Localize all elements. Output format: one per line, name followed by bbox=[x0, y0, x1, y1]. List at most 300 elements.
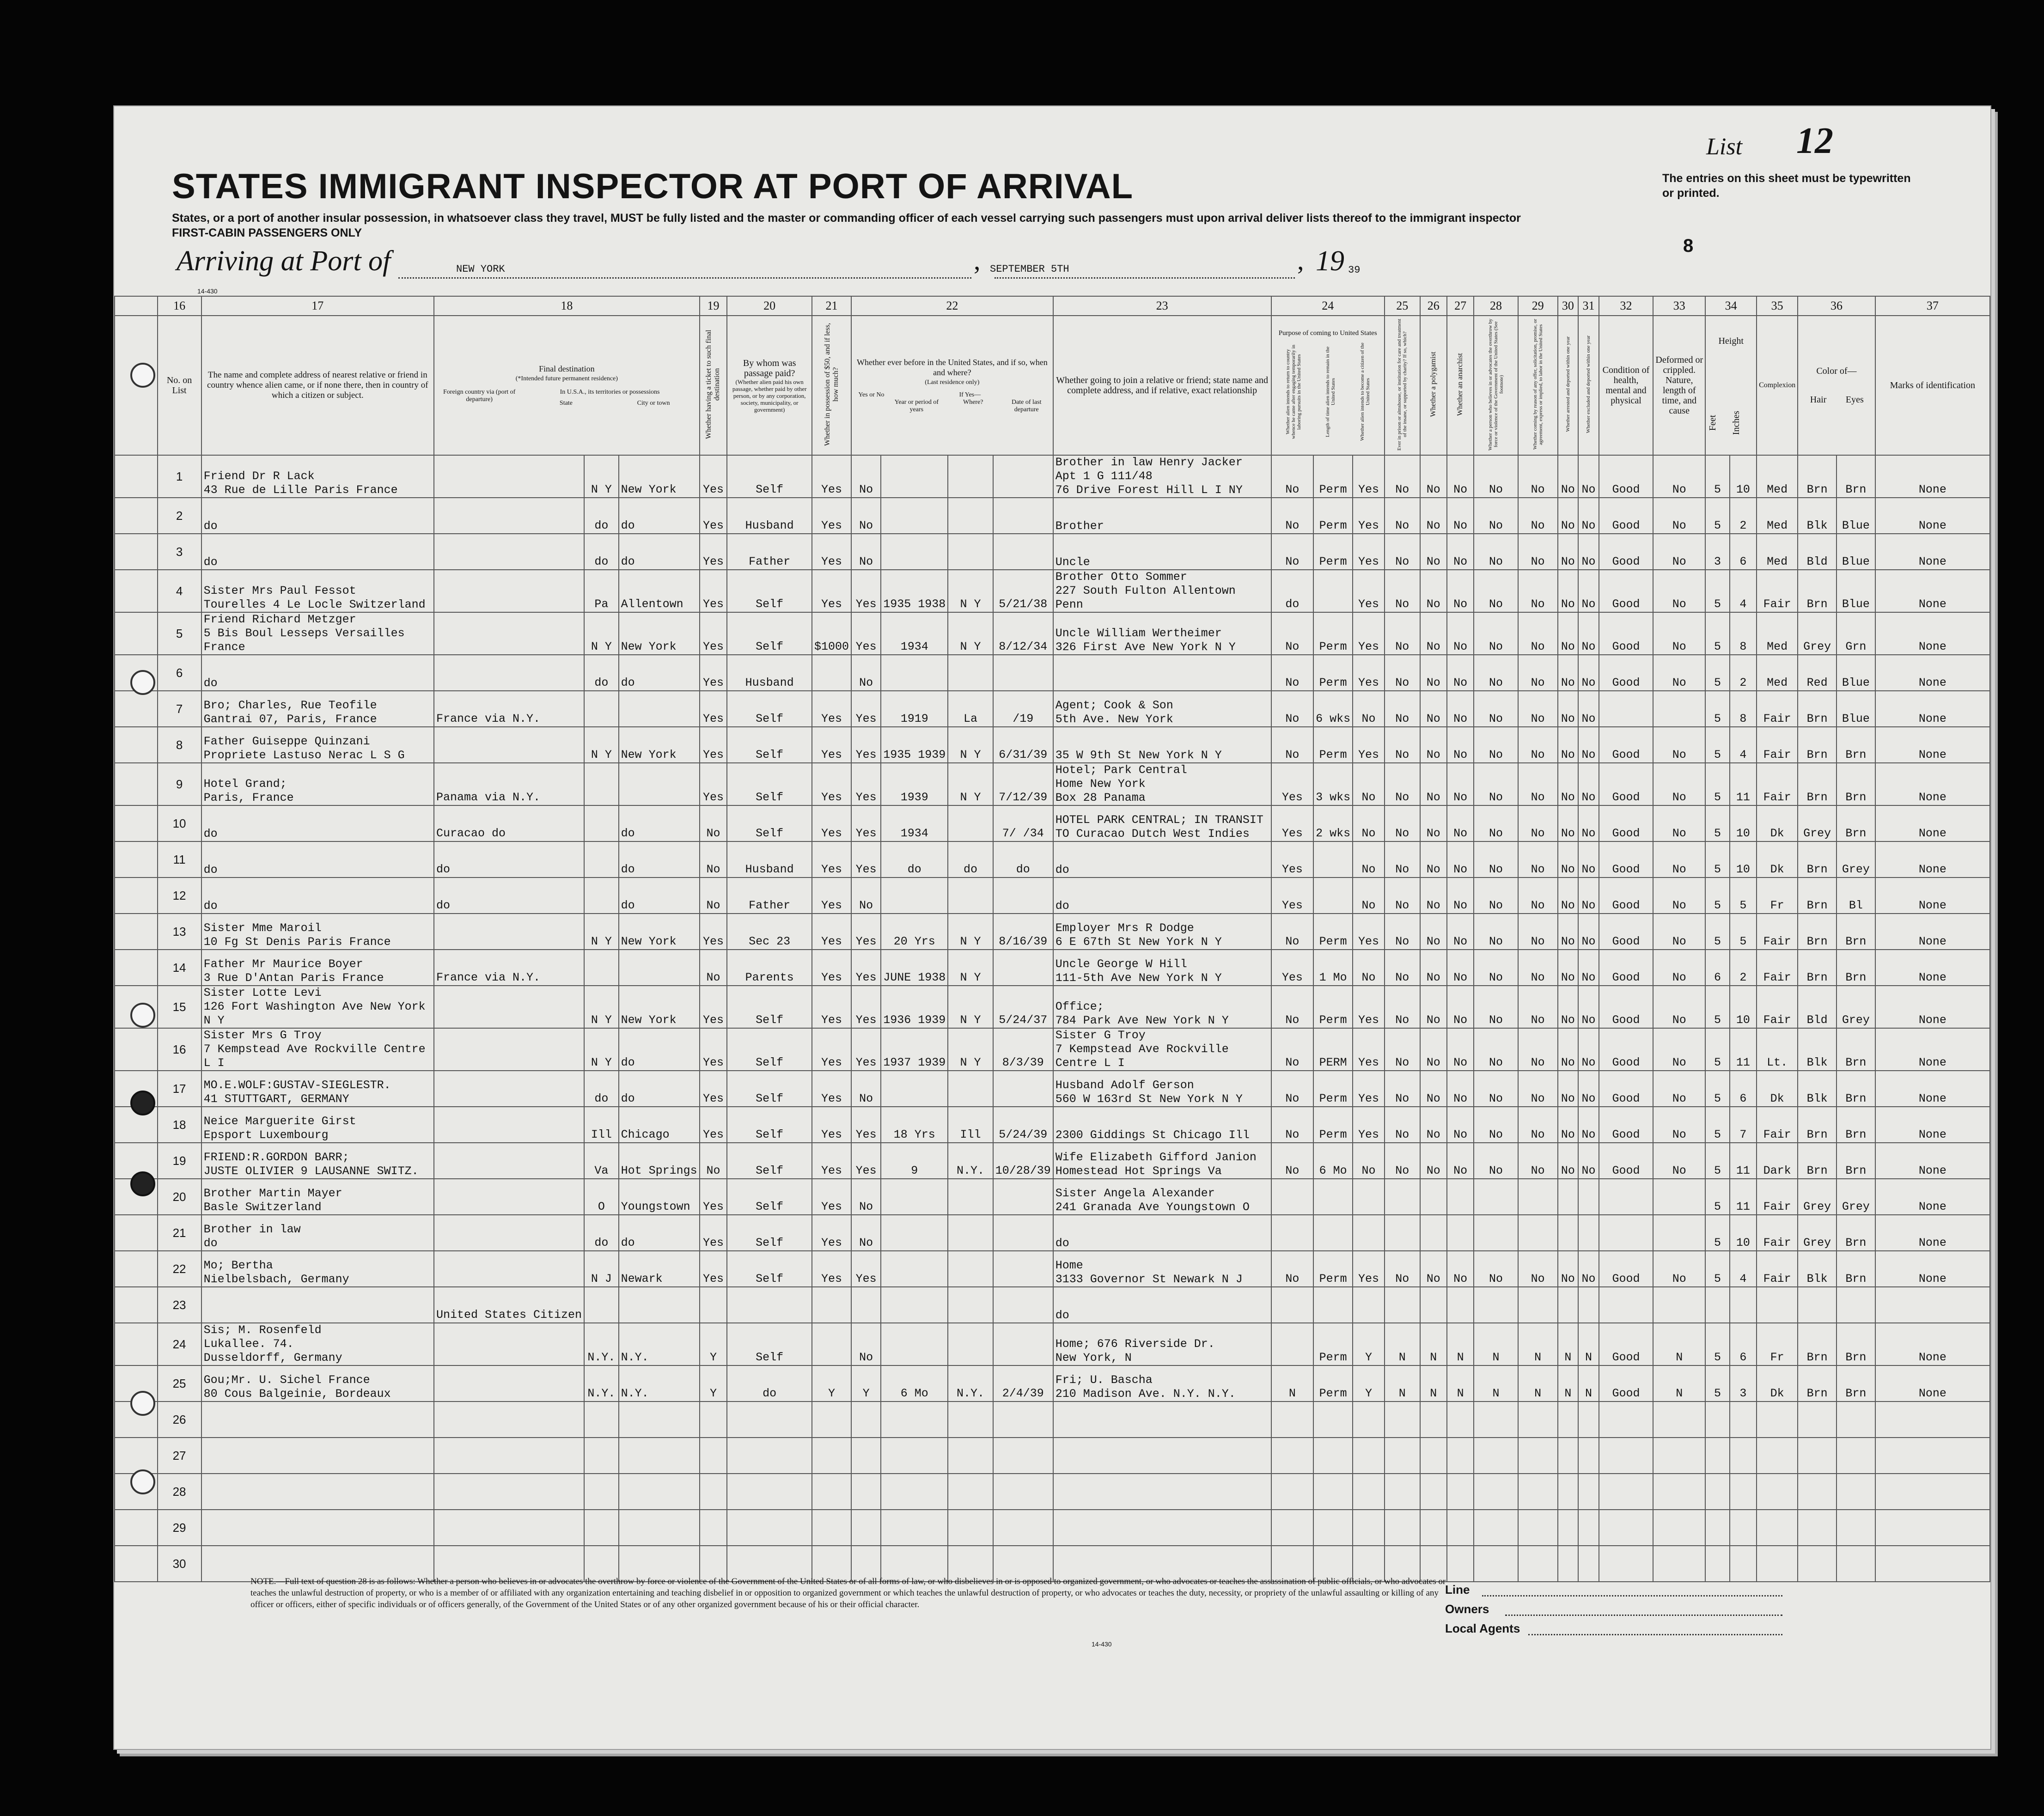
state-cell bbox=[584, 805, 619, 841]
header-anarchist: Whether an anarchist bbox=[1447, 316, 1474, 455]
inches-cell: 2 bbox=[1730, 950, 1757, 986]
excluded-cell: No bbox=[1578, 691, 1599, 727]
foreign-country-cell bbox=[434, 498, 584, 534]
health-cell: Good bbox=[1599, 498, 1654, 534]
row-number: 16 bbox=[158, 1028, 201, 1071]
margin-cell bbox=[115, 914, 158, 950]
purpose-length-cell: Perm bbox=[1313, 612, 1353, 655]
prison-cell: No bbox=[1385, 727, 1420, 763]
hair-cell: Bld bbox=[1798, 534, 1837, 570]
table-row bbox=[115, 950, 1990, 986]
colnum: 26 bbox=[1420, 296, 1447, 316]
anarchist-cell bbox=[1447, 1510, 1474, 1546]
anarchist-cell: No bbox=[1447, 763, 1474, 805]
polygamist-cell: No bbox=[1420, 914, 1447, 950]
header-complexion: Complexion bbox=[1757, 316, 1798, 455]
prison-cell: No bbox=[1385, 1071, 1420, 1107]
purpose-citizen-cell: No bbox=[1353, 1143, 1385, 1179]
row-number: 11 bbox=[158, 841, 201, 878]
colnum: 32 bbox=[1599, 296, 1654, 316]
joining-cell: Uncle William Wertheimer 326 First Ave New York N Y bbox=[1053, 612, 1271, 655]
margin-cell bbox=[115, 1251, 158, 1287]
money-cell: Yes bbox=[812, 1215, 851, 1251]
purpose-citizen-cell: No bbox=[1353, 878, 1385, 914]
table-row bbox=[115, 1215, 1990, 1251]
relative-address-cell: do bbox=[201, 878, 434, 914]
before-in-us-cell: Yes bbox=[851, 950, 881, 986]
purpose-return-cell: No bbox=[1271, 914, 1314, 950]
before-in-us-cell: No bbox=[851, 655, 881, 691]
header-overthrow: Whether a person who believes in or advocates the overthrow by force or violence of the Government of the United States (See footnote) bbox=[1474, 316, 1518, 455]
purpose-citizen-cell bbox=[1353, 1287, 1385, 1323]
year-period-cell: 1919 bbox=[881, 691, 948, 727]
year-period-cell bbox=[881, 498, 948, 534]
hair-cell: Grey bbox=[1798, 612, 1837, 655]
eyes-cell: Bl bbox=[1837, 878, 1875, 914]
state-cell: N Y bbox=[584, 1028, 619, 1071]
arrested-cell bbox=[1558, 1474, 1579, 1510]
overthrow-cell: No bbox=[1474, 950, 1518, 986]
polygamist-cell bbox=[1420, 1438, 1447, 1474]
foreign-country-cell bbox=[434, 1107, 584, 1143]
health-cell bbox=[1599, 1215, 1654, 1251]
polygamist-cell: No bbox=[1420, 727, 1447, 763]
eyes-cell bbox=[1837, 1402, 1875, 1438]
purpose-citizen-cell: Yes bbox=[1353, 914, 1385, 950]
arrested-cell bbox=[1558, 1402, 1579, 1438]
relative-address-cell: Sister Mrs Paul Fessot Tourelles 4 Le Locle Switzerland bbox=[201, 570, 434, 612]
before-in-us-cell: Yes bbox=[851, 691, 881, 727]
instructions-line: States, or a port of another insular possession, in whatsoever class they travel, MUST be fully listed and the master or commanding officer of each vessel carrying such passengers must upon arrival deliver lists thereof to the immigrant inspector bbox=[172, 212, 1521, 225]
before-in-us-cell: Yes bbox=[851, 1251, 881, 1287]
prison-cell: No bbox=[1385, 986, 1420, 1028]
purpose-citizen-cell bbox=[1353, 1474, 1385, 1510]
deformed-cell: No bbox=[1653, 1028, 1705, 1071]
health-cell: Good bbox=[1599, 878, 1654, 914]
marks-cell: None bbox=[1875, 498, 1990, 534]
complexion-cell: Med bbox=[1757, 655, 1798, 691]
header-deformed: Deformed or crippled. Nature, length of time, and cause bbox=[1653, 316, 1705, 455]
contract-labor-cell: No bbox=[1518, 570, 1558, 612]
foreign-country-cell bbox=[434, 727, 584, 763]
city-cell: do bbox=[619, 805, 700, 841]
purpose-length-cell bbox=[1313, 570, 1353, 612]
before-in-us-cell: Yes bbox=[851, 914, 881, 950]
eyes-cell: Grey bbox=[1837, 841, 1875, 878]
passage-paid-by-cell: Self bbox=[727, 1028, 812, 1071]
prison-cell: No bbox=[1385, 878, 1420, 914]
deformed-cell: N bbox=[1653, 1365, 1705, 1402]
complexion-cell: Fair bbox=[1757, 727, 1798, 763]
marks-cell bbox=[1875, 1474, 1990, 1510]
table-row bbox=[115, 1365, 1990, 1402]
foreign-country-cell: United States Citizen bbox=[434, 1287, 584, 1323]
deformed-cell: No bbox=[1653, 455, 1705, 498]
deformed-cell: N bbox=[1653, 1323, 1705, 1365]
joining-cell bbox=[1053, 1474, 1271, 1510]
hair-cell: Brn bbox=[1798, 691, 1837, 727]
departure-date-cell bbox=[993, 1179, 1053, 1215]
eyes-cell: Brn bbox=[1837, 914, 1875, 950]
prison-cell bbox=[1385, 1287, 1420, 1323]
row-number: 15 bbox=[158, 986, 201, 1028]
relative-address-cell: Sister Lotte Levi 126 Fort Washington Ave New York N Y bbox=[201, 986, 434, 1028]
deformed-cell: No bbox=[1653, 914, 1705, 950]
health-cell bbox=[1599, 1287, 1654, 1323]
table-row bbox=[115, 1071, 1990, 1107]
before-in-us-cell: Yes bbox=[851, 1107, 881, 1143]
marks-cell: None bbox=[1875, 1251, 1990, 1287]
polygamist-cell: N bbox=[1420, 1323, 1447, 1365]
deformed-cell bbox=[1653, 1474, 1705, 1510]
deformed-cell: No bbox=[1653, 498, 1705, 534]
typewritten-note: The entries on this sheet must be typewritten or printed. bbox=[1662, 172, 1911, 200]
purpose-length-cell: 2 wks bbox=[1313, 805, 1353, 841]
relative-address-cell: do bbox=[201, 498, 434, 534]
inches-cell: 6 bbox=[1730, 1071, 1757, 1107]
foreign-country-cell bbox=[434, 914, 584, 950]
overthrow-cell: No bbox=[1474, 655, 1518, 691]
margin-cell bbox=[115, 1028, 158, 1071]
before-in-us-cell: Yes bbox=[851, 763, 881, 805]
overthrow-cell: No bbox=[1474, 570, 1518, 612]
complexion-cell: Dk bbox=[1757, 1365, 1798, 1402]
foreign-country-cell: do bbox=[434, 878, 584, 914]
passage-paid-by-cell: Self bbox=[727, 727, 812, 763]
departure-date-cell: 5/21/38 bbox=[993, 570, 1053, 612]
purpose-return-cell: No bbox=[1271, 1107, 1314, 1143]
feet-cell: 5 bbox=[1705, 878, 1730, 914]
where-cell: do bbox=[948, 841, 993, 878]
margin-cell bbox=[115, 878, 158, 914]
margin-cell bbox=[115, 1438, 158, 1474]
purpose-return-cell bbox=[1271, 1323, 1314, 1365]
overthrow-cell: No bbox=[1474, 763, 1518, 805]
marks-cell bbox=[1875, 1546, 1990, 1582]
purpose-return-cell: No bbox=[1271, 534, 1314, 570]
city-cell bbox=[619, 691, 700, 727]
state-cell: Pa bbox=[584, 570, 619, 612]
prison-cell: No bbox=[1385, 1143, 1420, 1179]
eyes-cell: Grey bbox=[1837, 986, 1875, 1028]
marks-cell: None bbox=[1875, 1323, 1990, 1365]
state-cell: O bbox=[584, 1179, 619, 1215]
departure-date-cell: 8/12/34 bbox=[993, 612, 1053, 655]
date-line bbox=[995, 277, 1295, 279]
contract-labor-cell: No bbox=[1518, 691, 1558, 727]
feet-cell: 5 bbox=[1705, 914, 1730, 950]
polygamist-cell bbox=[1420, 1510, 1447, 1546]
margin-cell bbox=[115, 841, 158, 878]
foreign-country-cell bbox=[434, 655, 584, 691]
polygamist-cell bbox=[1420, 1402, 1447, 1438]
foreign-country-cell bbox=[434, 570, 584, 612]
anarchist-cell: No bbox=[1447, 498, 1474, 534]
prison-cell: No bbox=[1385, 1107, 1420, 1143]
feet-cell: 5 bbox=[1705, 1323, 1730, 1365]
anarchist-cell: No bbox=[1447, 1143, 1474, 1179]
overthrow-cell: No bbox=[1474, 612, 1518, 655]
inches-cell: 2 bbox=[1730, 655, 1757, 691]
colnum: 34 bbox=[1705, 296, 1757, 316]
overthrow-cell: No bbox=[1474, 1251, 1518, 1287]
margin-cell bbox=[115, 498, 158, 534]
state-cell bbox=[584, 691, 619, 727]
inches-cell: 10 bbox=[1730, 841, 1757, 878]
joining-cell: Employer Mrs R Dodge 6 E 67th St New York N Y bbox=[1053, 914, 1271, 950]
passage-paid-by-cell: Self bbox=[727, 1215, 812, 1251]
purpose-return-cell: No bbox=[1271, 986, 1314, 1028]
feet-cell: 5 bbox=[1705, 1215, 1730, 1251]
state-cell: do bbox=[584, 1071, 619, 1107]
before-in-us-cell: Yes bbox=[851, 1143, 881, 1179]
before-in-us-cell: No bbox=[851, 1215, 881, 1251]
colnum: 27 bbox=[1447, 296, 1474, 316]
year-period-cell: do bbox=[881, 841, 948, 878]
arrested-cell: No bbox=[1558, 1028, 1579, 1071]
hair-cell bbox=[1798, 1438, 1837, 1474]
complexion-cell: Med bbox=[1757, 455, 1798, 498]
relative-address-cell: Gou;Mr. U. Sichel France 80 Cous Balgeinie, Bordeaux bbox=[201, 1365, 434, 1402]
contract-labor-cell bbox=[1518, 1546, 1558, 1582]
state-cell bbox=[584, 1474, 619, 1510]
ticket-cell: Yes bbox=[700, 612, 727, 655]
where-cell: N Y bbox=[948, 914, 993, 950]
punch-hole bbox=[130, 363, 155, 388]
where-cell bbox=[948, 1179, 993, 1215]
purpose-return-cell: No bbox=[1271, 612, 1314, 655]
overthrow-cell bbox=[1474, 1402, 1518, 1438]
colnum: 29 bbox=[1518, 296, 1558, 316]
deformed-cell bbox=[1653, 691, 1705, 727]
arrested-cell: No bbox=[1558, 534, 1579, 570]
anarchist-cell: No bbox=[1447, 570, 1474, 612]
health-cell: Good bbox=[1599, 950, 1654, 986]
departure-date-cell: 8/3/39 bbox=[993, 1028, 1053, 1071]
where-cell bbox=[948, 1323, 993, 1365]
purpose-citizen-cell bbox=[1353, 1402, 1385, 1438]
where-cell bbox=[948, 1474, 993, 1510]
eyes-cell: Brn bbox=[1837, 1107, 1875, 1143]
health-cell bbox=[1599, 1402, 1654, 1438]
eyes-cell: Brn bbox=[1837, 727, 1875, 763]
year-period-cell: 20 Yrs bbox=[881, 914, 948, 950]
deformed-cell: No bbox=[1653, 841, 1705, 878]
complexion-cell: Fair bbox=[1757, 950, 1798, 986]
where-cell bbox=[948, 655, 993, 691]
year-period-cell bbox=[881, 1438, 948, 1474]
overthrow-cell: No bbox=[1474, 1028, 1518, 1071]
passage-paid-by-cell: Parents bbox=[727, 950, 812, 986]
purpose-length-cell: 6 wks bbox=[1313, 691, 1353, 727]
deformed-cell: No bbox=[1653, 1251, 1705, 1287]
arrested-cell: No bbox=[1558, 1143, 1579, 1179]
row-number: 3 bbox=[158, 534, 201, 570]
departure-date-cell: 5/24/37 bbox=[993, 986, 1053, 1028]
purpose-length-cell bbox=[1313, 841, 1353, 878]
row-number: 1 bbox=[158, 455, 201, 498]
where-cell bbox=[948, 1510, 993, 1546]
date-value: SEPTEMBER 5TH bbox=[990, 263, 1069, 275]
excluded-cell: No bbox=[1578, 763, 1599, 805]
colnum: 35 bbox=[1757, 296, 1798, 316]
excluded-cell: N bbox=[1578, 1365, 1599, 1402]
passage-paid-by-cell: do bbox=[727, 1365, 812, 1402]
hair-cell: Brn bbox=[1798, 1323, 1837, 1365]
contract-labor-cell bbox=[1518, 1402, 1558, 1438]
purpose-length-cell bbox=[1313, 1179, 1353, 1215]
header-final-destination: Final destination (*Intended future permanent residence) Foreign country via (port of departure) In U.S.A., its territories or possessions State City or town bbox=[434, 316, 700, 455]
purpose-citizen-cell: Yes bbox=[1353, 534, 1385, 570]
foreign-country-cell bbox=[434, 1143, 584, 1179]
colnum: 30 bbox=[1558, 296, 1579, 316]
purpose-length-cell: 1 Mo bbox=[1313, 950, 1353, 986]
health-cell: Good bbox=[1599, 727, 1654, 763]
feet-cell bbox=[1705, 1287, 1730, 1323]
row-number: 7 bbox=[158, 691, 201, 727]
arrested-cell: No bbox=[1558, 727, 1579, 763]
marks-cell: None bbox=[1875, 1365, 1990, 1402]
ticket-cell: Y bbox=[700, 1365, 727, 1402]
inches-cell: 5 bbox=[1730, 914, 1757, 950]
table-row bbox=[115, 1143, 1990, 1179]
overthrow-cell: No bbox=[1474, 727, 1518, 763]
purpose-length-cell: Perm bbox=[1313, 1071, 1353, 1107]
passage-paid-by-cell: Self bbox=[727, 570, 812, 612]
marks-cell: None bbox=[1875, 1071, 1990, 1107]
foreign-country-cell bbox=[434, 1438, 584, 1474]
year-period-cell bbox=[881, 1251, 948, 1287]
feet-cell bbox=[1705, 1510, 1730, 1546]
money-cell: $1000 bbox=[812, 612, 851, 655]
passage-paid-by-cell bbox=[727, 1474, 812, 1510]
anarchist-cell bbox=[1447, 1438, 1474, 1474]
foreign-country-cell: Curacao do bbox=[434, 805, 584, 841]
health-cell bbox=[1599, 1438, 1654, 1474]
feet-cell bbox=[1705, 1546, 1730, 1582]
purpose-return-cell: No bbox=[1271, 655, 1314, 691]
purpose-citizen-cell: No bbox=[1353, 763, 1385, 805]
excluded-cell: No bbox=[1578, 612, 1599, 655]
margin-cell bbox=[115, 763, 158, 805]
prison-cell bbox=[1385, 1474, 1420, 1510]
prison-cell: No bbox=[1385, 691, 1420, 727]
prison-cell: No bbox=[1385, 805, 1420, 841]
departure-date-cell bbox=[993, 1287, 1053, 1323]
arrested-cell: No bbox=[1558, 914, 1579, 950]
eyes-cell: Brn bbox=[1837, 950, 1875, 986]
passage-paid-by-cell: Self bbox=[727, 1143, 812, 1179]
where-cell: N Y bbox=[948, 986, 993, 1028]
purpose-return-cell bbox=[1271, 1402, 1314, 1438]
arrested-cell: No bbox=[1558, 655, 1579, 691]
arrested-cell bbox=[1558, 1215, 1579, 1251]
feet-cell: 5 bbox=[1705, 1071, 1730, 1107]
margin-cell bbox=[115, 612, 158, 655]
relative-address-cell: Hotel Grand; Paris, France bbox=[201, 763, 434, 805]
excluded-cell: No bbox=[1578, 878, 1599, 914]
ticket-cell: Yes bbox=[700, 570, 727, 612]
before-in-us-cell bbox=[851, 1438, 881, 1474]
marks-cell: None bbox=[1875, 655, 1990, 691]
year-period-cell: JUNE 1938 bbox=[881, 950, 948, 986]
hair-cell: Brn bbox=[1798, 1365, 1837, 1402]
money-cell bbox=[812, 1287, 851, 1323]
joining-cell: Office; 784 Park Ave New York N Y bbox=[1053, 986, 1271, 1028]
passage-paid-by-cell bbox=[727, 1402, 812, 1438]
marks-cell: None bbox=[1875, 1107, 1990, 1143]
departure-date-cell bbox=[993, 1323, 1053, 1365]
city-cell bbox=[619, 950, 700, 986]
anarchist-cell bbox=[1447, 1215, 1474, 1251]
money-cell: Yes bbox=[812, 1028, 851, 1071]
state-cell bbox=[584, 841, 619, 878]
before-in-us-cell: Yes bbox=[851, 612, 881, 655]
eyes-cell: Brn bbox=[1837, 1323, 1875, 1365]
year-period-cell: 1934 bbox=[881, 612, 948, 655]
health-cell: Good bbox=[1599, 570, 1654, 612]
anarchist-cell: No bbox=[1447, 691, 1474, 727]
feet-cell: 5 bbox=[1705, 570, 1730, 612]
polygamist-cell: No bbox=[1420, 1071, 1447, 1107]
purpose-return-cell bbox=[1271, 1438, 1314, 1474]
passage-paid-by-cell: Husband bbox=[727, 655, 812, 691]
footnote: NOTE.—Full text of question 28 is as follows: Whether a person who believes in or advocates the overthrow by force or violence of the Government of the United States or of all forms of law, or who disbelieves in or is opposed to organized government, or who advocates or teaches the assassination of public officials, or who advocates or teaches the unlawful destruction of property, or who is a member of or affiliated with any organization entertaining and teaching disbelief in or opposition to organized government or which teaches the unlawful destruction of property, or who advocates or teaches the duty, necessity, or propriety of the unlawful assaulting or killing of any officer or officers, either of specific individuals or of officers generally, of the Government of the United States or of any other organized government because of his or their official character. bbox=[250, 1577, 1446, 1609]
year-period-cell: 9 bbox=[881, 1143, 948, 1179]
ticket-cell: No bbox=[700, 841, 727, 878]
state-cell: Ill bbox=[584, 1107, 619, 1143]
state-cell: N.Y. bbox=[584, 1323, 619, 1365]
complexion-cell: Fair bbox=[1757, 570, 1798, 612]
purpose-length-cell: Perm bbox=[1313, 1107, 1353, 1143]
joining-cell bbox=[1053, 1402, 1271, 1438]
relative-address-cell: Sister Mrs G Troy 7 Kempstead Ave Rockville Centre L I bbox=[201, 1028, 434, 1071]
eyes-cell: Blue bbox=[1837, 691, 1875, 727]
overthrow-cell: No bbox=[1474, 805, 1518, 841]
marks-cell: None bbox=[1875, 805, 1990, 841]
contract-labor-cell bbox=[1518, 1438, 1558, 1474]
purpose-length-cell bbox=[1313, 878, 1353, 914]
prison-cell: No bbox=[1385, 950, 1420, 986]
departure-date-cell: 7/12/39 bbox=[993, 763, 1053, 805]
contract-labor-cell: No bbox=[1518, 727, 1558, 763]
purpose-return-cell: No bbox=[1271, 498, 1314, 534]
passage-paid-by-cell: Self bbox=[727, 1107, 812, 1143]
city-cell: Chicago bbox=[619, 1107, 700, 1143]
where-cell bbox=[948, 1071, 993, 1107]
overthrow-cell: No bbox=[1474, 455, 1518, 498]
ticket-cell: Yes bbox=[700, 1107, 727, 1143]
purpose-return-cell bbox=[1271, 1179, 1314, 1215]
inches-cell: 7 bbox=[1730, 1107, 1757, 1143]
colnum: 25 bbox=[1385, 296, 1420, 316]
hair-cell: Grey bbox=[1798, 805, 1837, 841]
purpose-length-cell bbox=[1313, 1438, 1353, 1474]
departure-date-cell bbox=[993, 455, 1053, 498]
money-cell bbox=[812, 1402, 851, 1438]
before-in-us-cell: No bbox=[851, 498, 881, 534]
eyes-cell: Brn bbox=[1837, 1365, 1875, 1402]
header-excluded: Whether excluded and deported within one year bbox=[1578, 316, 1599, 455]
joining-cell: Sister Angela Alexander 241 Granada Ave Youngstown O bbox=[1053, 1179, 1271, 1215]
contract-labor-cell: No bbox=[1518, 1071, 1558, 1107]
relative-address-cell: do bbox=[201, 534, 434, 570]
feet-cell: 5 bbox=[1705, 1143, 1730, 1179]
contract-labor-cell: No bbox=[1518, 986, 1558, 1028]
inches-cell: 10 bbox=[1730, 805, 1757, 841]
marks-cell: None bbox=[1875, 534, 1990, 570]
table-row bbox=[115, 986, 1990, 1028]
